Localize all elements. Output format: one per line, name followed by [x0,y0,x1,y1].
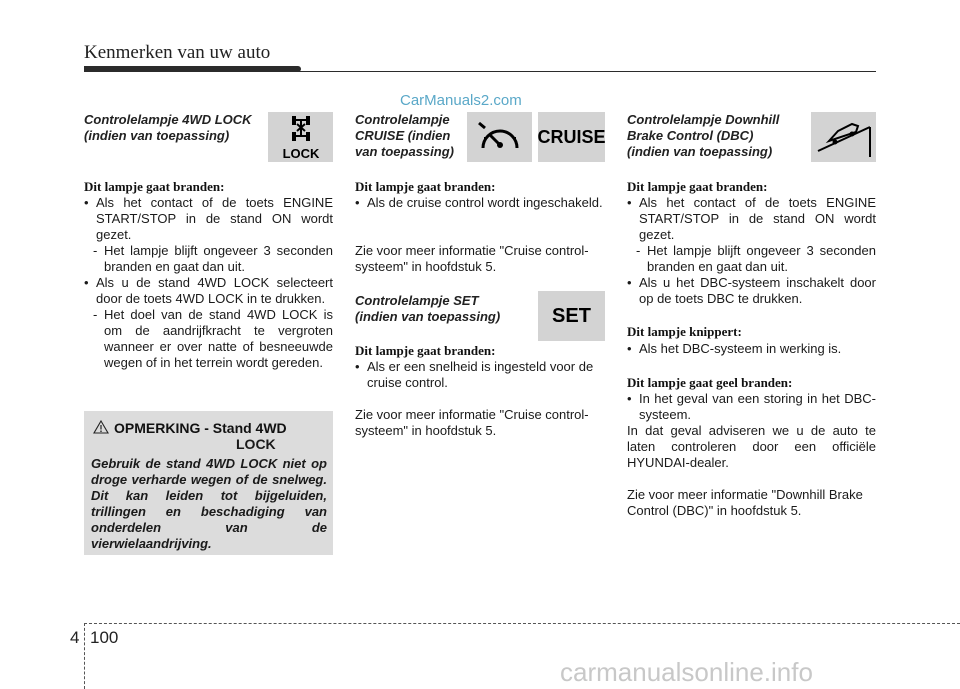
4wd-lock-icon-graphic [271,113,331,161]
set-subhead: Dit lampje gaat branden: [355,343,496,358]
notice-heading-line2: LOCK [236,436,276,452]
dbc-subhead-blink: Dit lampje knippert: [627,324,742,339]
dbc-body-blink [627,341,876,357]
4wd-lock-bullet-2-text: Als u de stand 4WD LOCK selecteert door de toets 4WD LOCK in te drukken. [96,275,333,306]
warning-icon [93,420,109,434]
cruise-title-line2: CRUISE (indien [355,128,451,143]
watermark-bottom: carmanualsonline.info [560,657,813,687]
footer-rule [84,623,960,624]
downhill-brake-control-icon [811,112,876,162]
cruise-speedometer-icon [467,112,532,162]
cruise-info: Zie voor meer informatie "Cruise control-systeem" in hoofdstuk 5. [355,243,589,274]
page-header-title: Kenmerken van uw auto [84,42,271,63]
4wd-lock-bullet-2 [84,275,333,371]
dbc-subhead-on: Dit lampje gaat branden: [627,179,768,194]
notice-body: Gebruik de stand 4WD LOCK niet op droge verharde wegen of de snelweg. Dit kan leiden tot bijgeluiden, trillingen en beschadiging van onderdelen van de vierwielaandrijving. [91,456,327,551]
dbc-subhead-yellow: Dit lampje gaat geel branden: [627,375,793,390]
set-body [355,359,604,391]
cruise-badge-label: CRUISE [537,126,606,147]
4wd-lock-bullet-2-sub: - Het doel van de stand 4WD LOCK is om de aandrijfkracht te vergroten wanneer er over natte of besneeuwde wegen of in het terrein wordt gereden. [84,307,333,371]
4wd-lock-icon [268,112,333,162]
dbc-body-yellow [627,391,876,423]
4wd-lock-title-line1: Controlelampje 4WD LOCK [84,112,252,127]
footer-divider [84,623,85,689]
cruise-badge [538,112,605,162]
header-rule [84,71,876,72]
4wd-lock-title-line2: (indien van toepassing) [84,128,230,143]
set-info: Zie voor meer informatie "Cruise control-systeem" in hoofdstuk 5. [355,407,589,438]
cruise-body [355,195,604,211]
set-title [355,293,530,325]
notice-heading: OPMERKING - Stand 4WD [114,420,287,436]
cruise-title-line3: van toepassing) [355,144,454,159]
notice-box [84,411,333,555]
4wd-lock-icon-label: LOCK [282,146,319,161]
set-badge [538,291,605,341]
dbc-title [627,112,807,160]
4wd-lock-bullet-1-sub: - Het lampje blijft ongeveer 3 seconden branden en gaat dan uit. [84,243,333,275]
dbc-bullet-1 [627,195,876,275]
dbc-title-line1: Controlelampje Downhill [627,112,780,127]
dbc-body-on [627,195,876,307]
dbc-bullet-4: • In het geval van een storing in het DBC-systeem. [627,391,876,423]
page-number: 100 [90,628,119,647]
set-bullet-1: • Als er een snelheid is ingesteld voor de cruise control. [355,359,604,391]
dbc-bullet-3: • Als het DBC-systeem in werking is. [627,341,876,357]
dbc-bullet-1-sub: - Het lampje blijft ongeveer 3 seconden branden en gaat dan uit. [627,243,876,275]
dbc-para-2: Zie voor meer informatie "Downhill Brake Control (DBC)" in hoofdstuk 5. [627,487,863,518]
chapter-number: 4 [70,628,80,647]
cruise-title [355,112,465,160]
4wd-lock-bullet-1-text: Als het contact of de toets ENGINE START/STOP in de stand ON wordt gezet. [96,195,333,242]
set-title-line1: Controlelampje SET [355,293,479,308]
watermark-top: CarManuals2.com [400,92,522,109]
4wd-lock-subhead: Dit lampje gaat branden: [84,179,225,194]
cruise-subhead: Dit lampje gaat branden: [355,179,496,194]
dbc-title-line3: (indien van toepassing) [627,144,773,159]
cruise-bullet-1: • Als de cruise control wordt ingeschakeld. [355,195,604,211]
set-badge-label: SET [552,304,591,327]
dbc-para-1: In dat geval adviseren we u de auto te laten controleren door een officiële HYUNDAI-dealer. [627,423,876,470]
dbc-bullet-1-text: Als het contact of de toets ENGINE START/STOP in de stand ON wordt gezet. [639,195,876,242]
cruise-title-line1: Controlelampje [355,112,450,127]
4wd-lock-title [84,112,264,144]
4wd-lock-bullet-1 [84,195,333,275]
cruise-speedometer-graphic [470,113,530,161]
downhill-brake-control-graphic [814,113,874,161]
4wd-lock-body [84,195,333,371]
dbc-title-line2: Brake Control (DBC) [627,128,754,143]
set-title-line2: (indien van toepassing) [355,309,501,324]
dbc-bullet-2: • Als u het DBC-systeem inschakelt door op de toets DBC te drukken. [627,275,876,307]
